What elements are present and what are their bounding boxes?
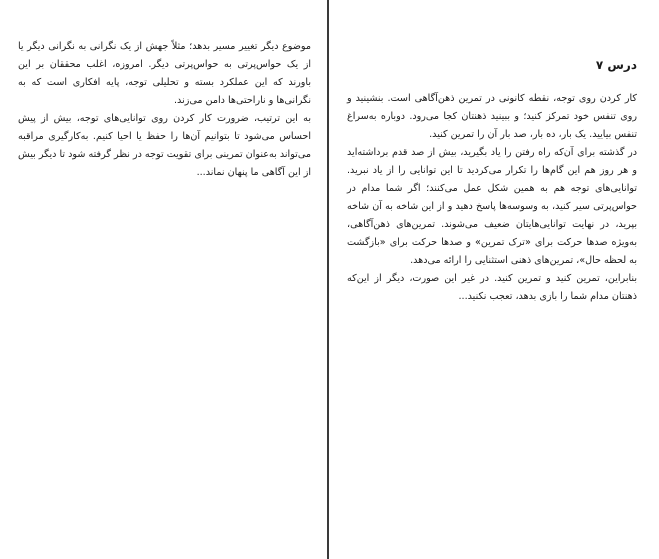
lesson-title: درس ۷	[595, 58, 637, 72]
right-paragraph-1: کار کردن روی توجه، نقطه کانونی در تمرین ذهن‌آگاهی است. بنشینید و روی تنفس خود تمرکز کنید؛ و ببینید ذهنتان کجا می‌رود. دوباره به‌سراغ تنفس بیایید. یک بار، ده بار، صد بار آن را تمرین کنید.	[347, 93, 637, 140]
right-page	[329, 0, 659, 559]
left-paragraph-1: موضوع دیگر تغییر مسیر بدهد؛ مثلاً جهش از یک نگرانی به نگرانی دیگر یا از یک حواس‌پرتی به حواس‌پرتی دیگر. امروزه، اغلب محققان بر این باورند که این عملکرد بسته و تحلیلی توجه، پایه افکاری است که به نگرانی‌ها و ناراحتی‌ها دامن می‌زند.	[18, 41, 311, 106]
right-paragraph-3: بنابراین، تمرین کنید و تمرین کنید. در غیر این صورت، دیگر از این‌که ذهنتان مدام شما را بازی بدهد، تعجب نکنید...	[347, 273, 637, 302]
left-page	[0, 0, 327, 559]
right-paragraph-2: در گذشته برای آن‌که راه رفتن را یاد بگیرید، بیش از صد قدم برداشته‌اید و هر روز هم این گام‌ها را تکرار می‌کردید تا این توانایی را از یاد نبرید. توانایی‌های توجه هم به همین شکل عمل می‌کنند؛ اگر شما مدام در حواس‌پرتی سیر کنید، به وسوسه‌ها پاسخ دهید و از این شاخه به آن شاخه بپرید، در نهایت توانایی‌هایتان ضعیف می‌شوند. تمرین‌های ذهن‌آگاهی، به‌ویژه صدها حرکت برای «ترک تمرین» و صدها حرکت برای «بازگشت به لحظه حال»، تمرین‌های ذهنی استثنایی را ارائه می‌دهد.	[347, 147, 637, 266]
left-paragraph-2: به این ترتیب، ضرورت کار کردن روی توانایی‌های توجه، بیش از پیش احساس می‌شود تا بتوانیم آن‌ها را حفظ یا احیا کنیم. به‌کارگیری مراقبه می‌تواند به‌عنوان تمرینی برای تقویت توجه در نظر گرفته شود تا دیگر بیش از این آگاهی ما پنهان نماند...	[18, 113, 311, 178]
